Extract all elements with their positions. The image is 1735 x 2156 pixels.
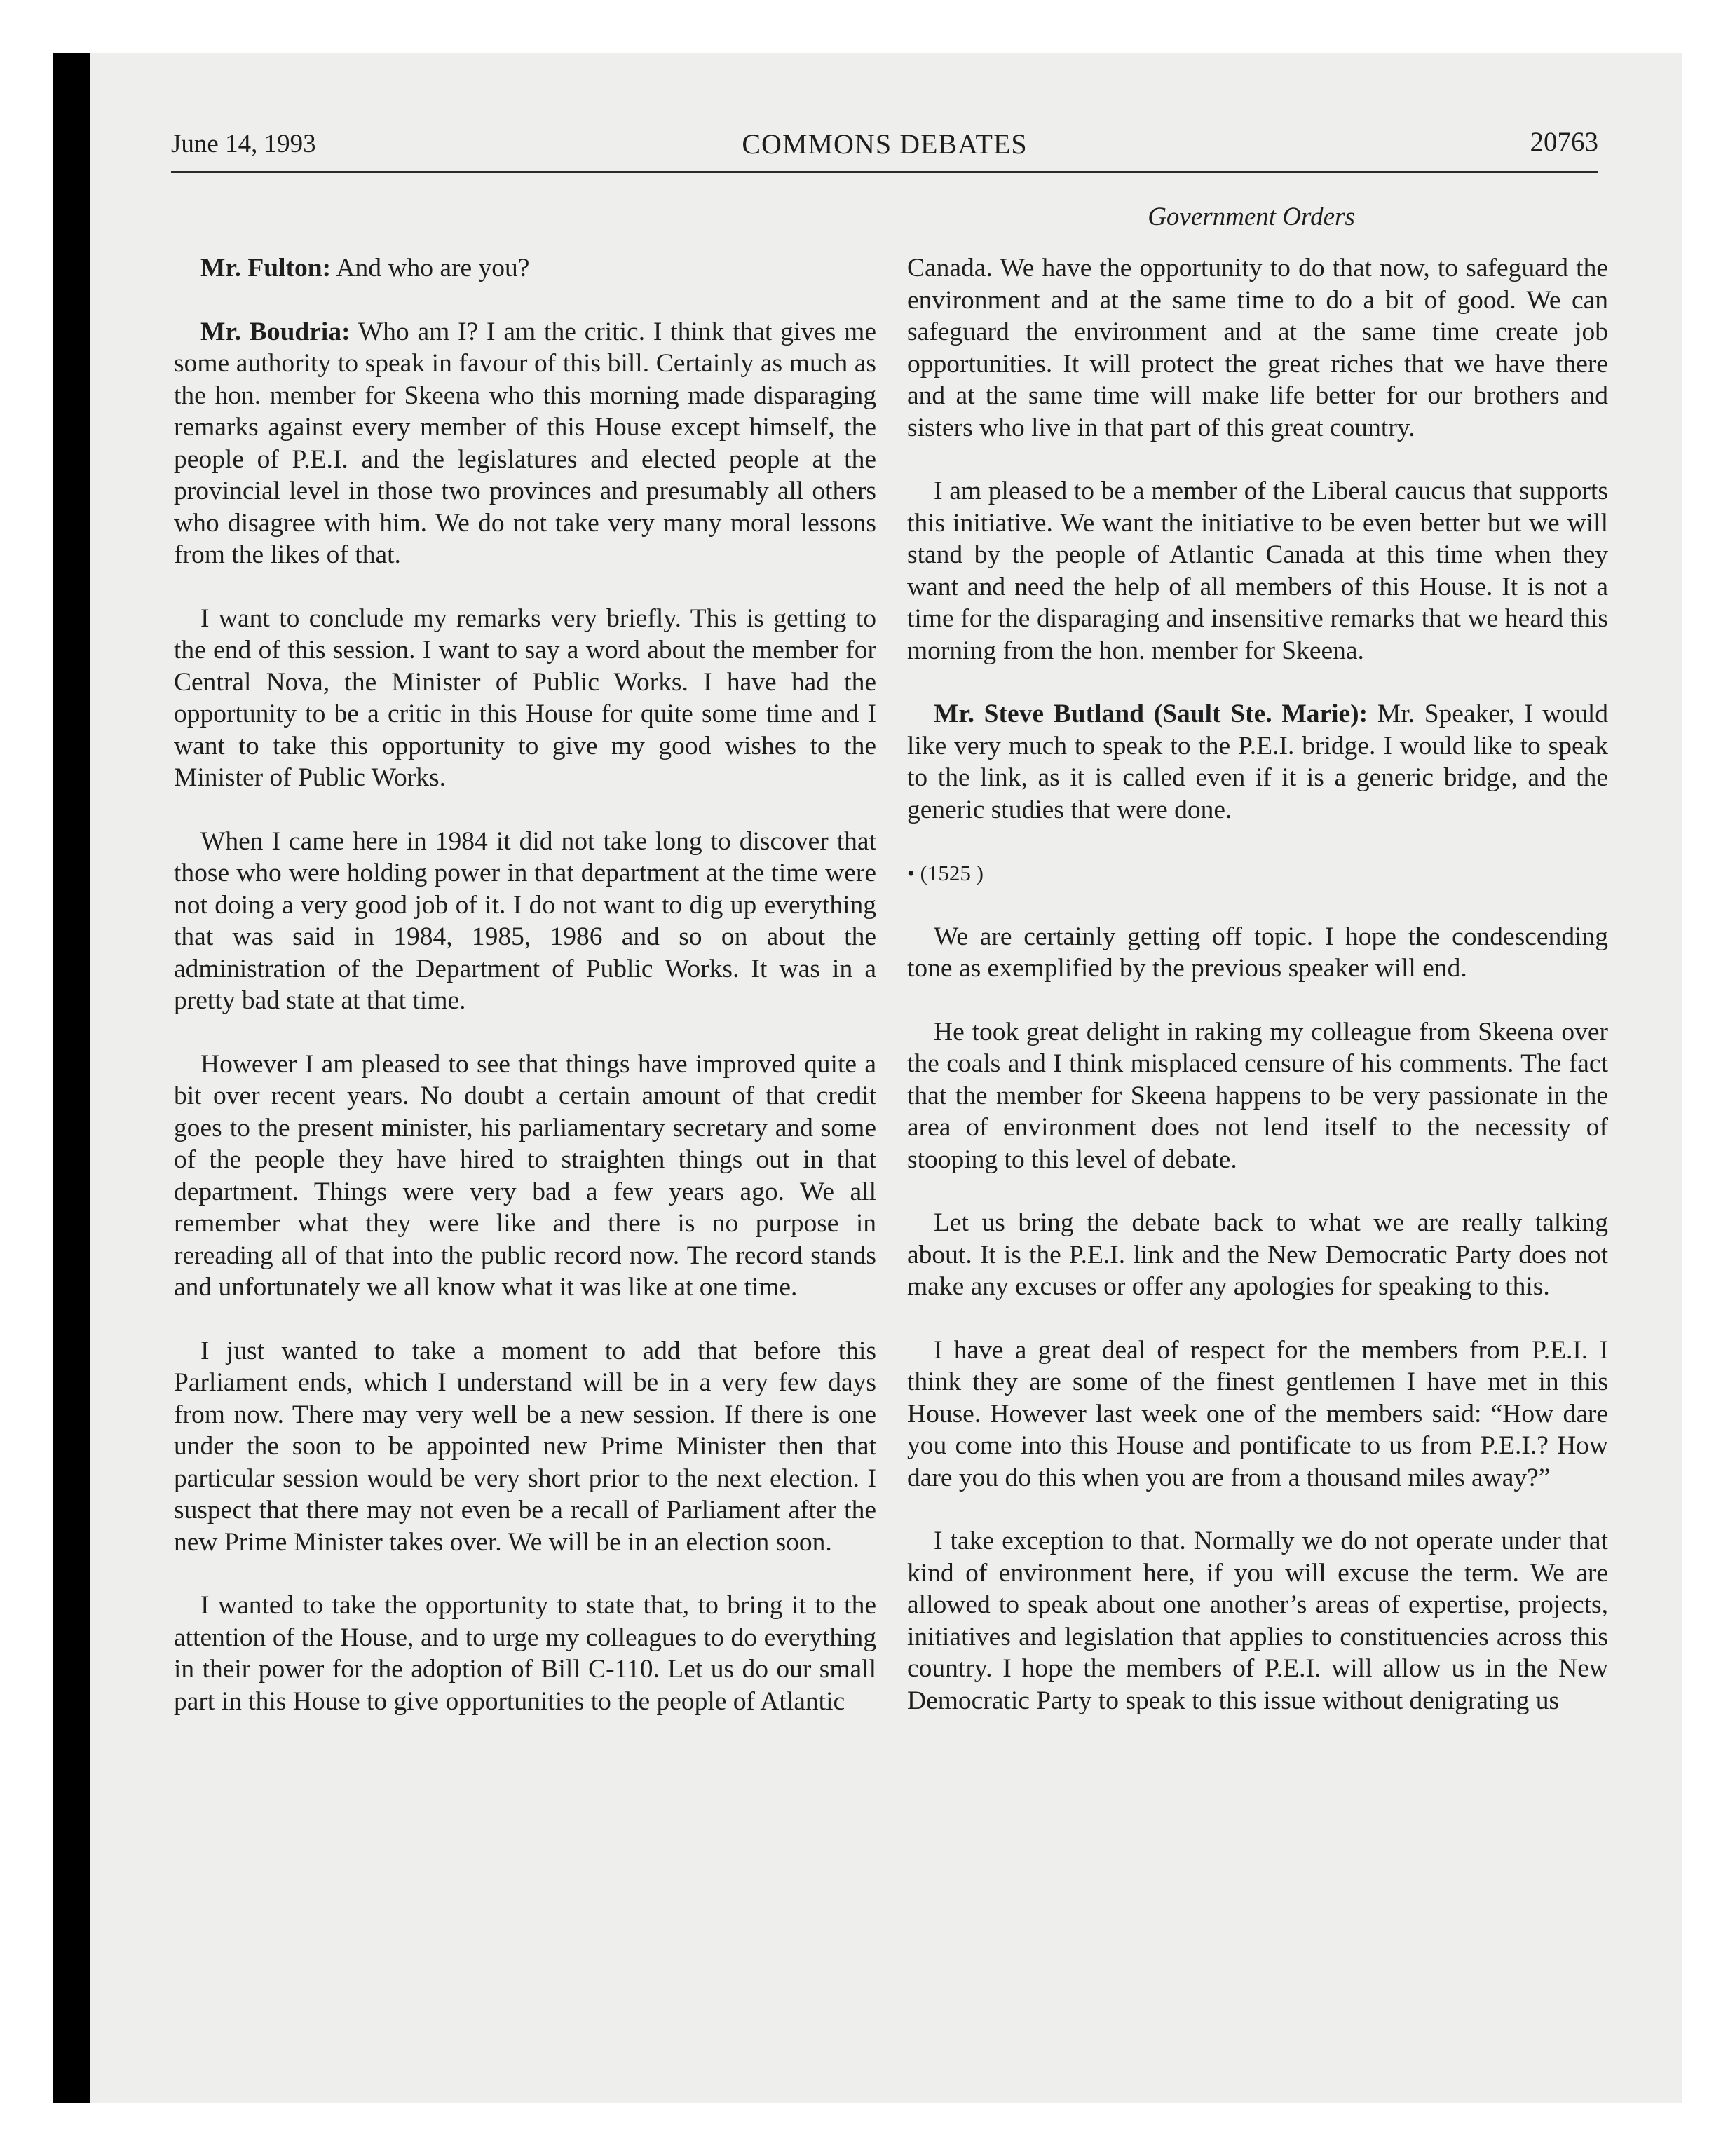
paragraph-text: And who are you? xyxy=(336,254,530,282)
paragraph xyxy=(174,252,876,285)
header-publication: COMMONS DEBATES xyxy=(742,128,1028,160)
header-page-number: 20763 xyxy=(1530,127,1598,157)
right-column xyxy=(907,252,1608,1748)
binding-edge xyxy=(53,53,90,2103)
paragraph: I have a great deal of respect for the members from P.E.I. I think they are some of the finest gentlemen I have met in this House. However last week one of the members said: “How dare you come into this House and pontificate to us from P.E.I.? How dare you do this when you are from a thousand miles away?” xyxy=(907,1335,1608,1492)
paragraph: I want to conclude my remarks very briefly. This is getting to the end of this session. I want to say a word about the member for Central Nova, the Minister of Public Works. I have had the opportunity to be a critic in this House for quite some time and I want to take this opportunity to give my good wishes to the Minister of Public Works. xyxy=(174,603,876,792)
paragraph: I take exception to that. Normally we do not operate under that kind of environment here, if you will excuse the term. We are allowed to speak about one another’s areas of expertise, projects, initiatives and legislation that applies to constituencies across this country. I hope the members of P.E.I. will allow us in the New Democratic Party to speak to this issue without denigrating us xyxy=(907,1527,1608,1715)
section-label: Government Orders xyxy=(1148,203,1355,231)
paragraph: Let us bring the debate back to what we are really talking about. It is the P.E.I. link and the New Democratic Party does not make any excuses or offer any apologies for speaking to this. xyxy=(907,1208,1608,1301)
paragraph xyxy=(907,698,1608,826)
paragraph: I just wanted to take a moment to add that before this Parliament ends, which I understand will be in a very few days from now. There may very well be a new session. If there is one under the soon to be appointed new Prime Minister then that particular session would be very short prior to the next election. I suspect that there may not even be a recall of Parliament after the new Prime Minister takes over. We will be in an election soon. xyxy=(174,1336,876,1557)
paragraph: Canada. We have the opportunity to do that now, to safeguard the environment and at the same time to do a bit of good. We can safeguard the environment and at the same time create job opportunities. It will protect the great riches that we have there and at the same time will make life better for our brothers and sisters who live in that part of this great country. xyxy=(907,254,1608,442)
paragraph xyxy=(174,316,876,571)
speaker-name: Mr. Fulton: xyxy=(200,254,332,282)
speaker-name: Mr. Boudria: xyxy=(200,317,351,346)
speaker-name: Mr. Steve Butland (Sault Ste. Marie): xyxy=(934,700,1368,728)
paragraph: When I came here in 1984 it did not take long to discover that those who were holding power in that department at the time were not doing a very good job of it. I do not want to dig up everything that was said in 1984, 1985, 1986 and so on about the administration of the Department of Public Works. It was in a pretty bad state at that time. xyxy=(174,826,876,1015)
paragraph: He took great delight in raking my colleague from Skeena over the coals and I think misplaced censure of his comments. The fact that the member for Skeena happens to be very passionate in the area of environment does not lend itself to the necessity of stooping to this level of debate. xyxy=(907,1017,1608,1174)
header-date: June 14, 1993 xyxy=(171,130,316,158)
paragraph: I wanted to take the opportunity to state that, to bring it to the attention of the House, and to urge my colleagues to do everything in their power for the adoption of Bill C-110. Let us do our small part in this House to give opportunities to the people of Atlantic xyxy=(174,1591,876,1716)
paragraph: We are certainly getting off topic. I hope the condescending tone as exemplified by the previous speaker will end. xyxy=(907,922,1608,983)
time-marker: • (1525 ) xyxy=(907,861,984,885)
page-header xyxy=(171,125,1598,173)
paragraph: However I am pleased to see that things have improved quite a bit over recent years. No doubt a certain amount of that credit goes to the present minister, his parliamentary secretary and some of the people they have hired to straighten things out in that department. Things were very bad a few years ago. We all remember what they were like and there is no purpose in rereading all of that into the public record now. The record stands and unfortunately we all know what it was like at one time. xyxy=(174,1049,876,1302)
left-column xyxy=(174,252,876,1749)
paragraph-text: Who am I? I am the critic. I think that gives me some authority to speak in favour of this bill. Certainly as much as the hon. member for Skeena who this morning made disparaging remarks against every member of this House except himself, the people of P.E.I. and the legislatures and elected people at the provincial level in those two provinces and presumably all others who disagree with him. We do not take very many moral lessons from the likes of that. xyxy=(174,317,876,569)
paragraph-text: Mr. Speaker, I would like very much to speak to the P.E.I. bridge. I would like to speak to the link, as it is called even if it is a generic bridge, and the generic studies that were done. xyxy=(907,700,1608,824)
paragraph: I am pleased to be a member of the Liberal caucus that supports this initiative. We want the initiative to be even better but we will stand by the people of Atlantic Canada at this time when they want and need the help of all members of this House. It is not a time for the disparaging and insensitive remarks that we heard this morning from the hon. member for Skeena. xyxy=(907,477,1608,665)
